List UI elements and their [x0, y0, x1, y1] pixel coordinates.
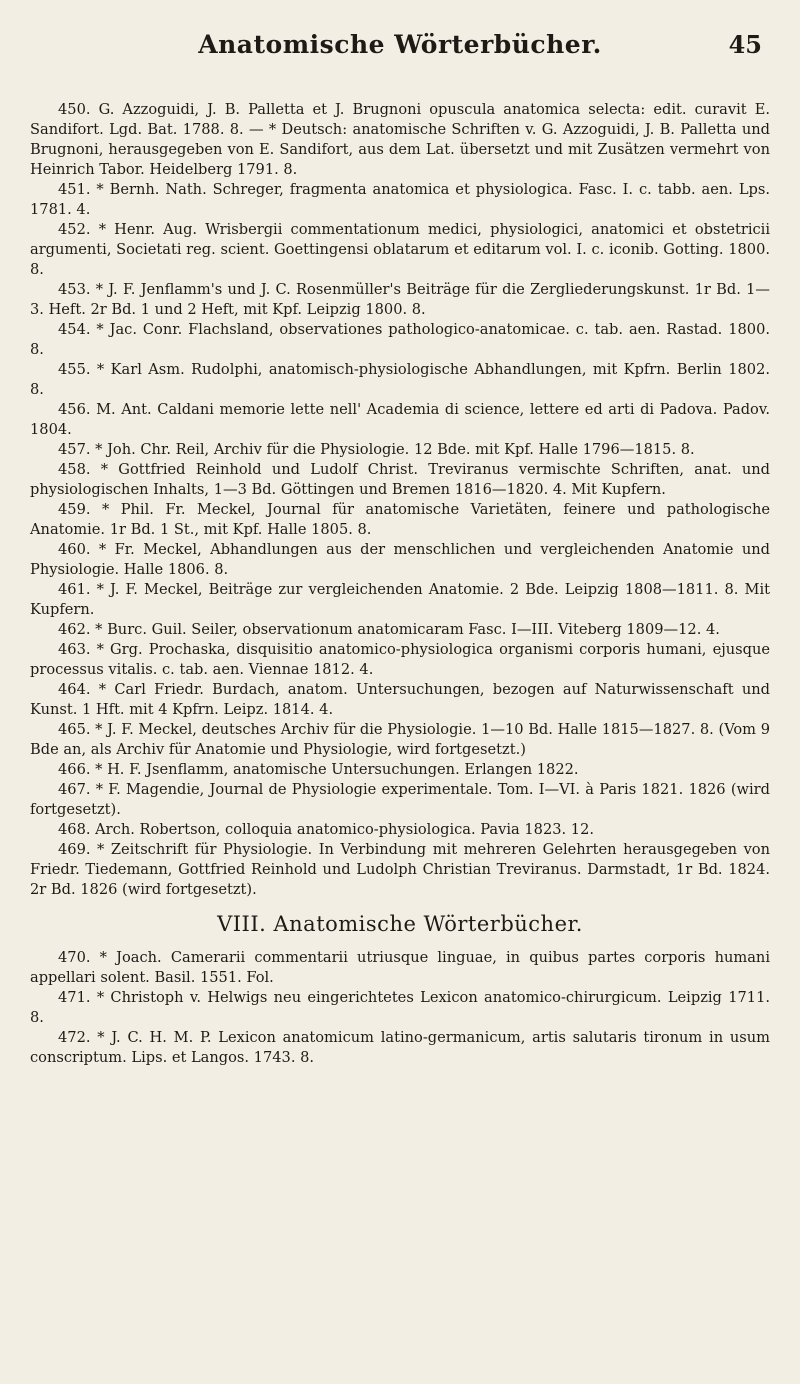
bibliography-entry: 459. * Phil. Fr. Meckel, Journal für anatomische Varietäten, feinere und pathologische Anatomie. 1r Bd. 1 St., mit Kpf. Halle 1805. 8. [30, 501, 770, 538]
bibliography-entry: 469. * Zeitschrift für Physiologie. In Verbindung mit mehreren Gelehrten herausgegeben von Friedr. Tiedemann, Gottfried Reinhold und Ludolph Christian Treviranus. Darmstadt, 1r Bd. 1824. 2r Bd. 1826 (wird fortgesetzt). [30, 841, 770, 898]
page-body [30, 100, 770, 1068]
bibliography-entry: 454. * Jac. Conr. Flachsland, observationes pathologico-anatomicae. c. tab. aen. Rastad. 1800. 8. [30, 321, 770, 358]
bibliography-entry: 451. * Bernh. Nath. Schreger, fragmenta anatomica et physiologica. Fasc. I. c. tabb. aen. Lps. 1781. 4. [30, 181, 770, 218]
bibliography-entry: 455. * Karl Asm. Rudolphi, anatomisch-physiologische Abhandlungen, mit Kpfrn. Berlin 1802. 8. [30, 361, 770, 398]
bibliography-entry: 456. M. Ant. Caldani memorie lette nell' Academia di science, lettere ed arti di Padova. Padov. 1804. [30, 401, 770, 438]
entry-list-b [30, 948, 770, 1068]
page-number: 45 [728, 30, 762, 59]
bibliography-entry: 453. * J. F. Jenflamm's und J. C. Rosenmüller's Beiträge für die Zergliederungskunst. 1r Bd. 1—3. Heft. 2r Bd. 1 und 2 Heft, mit Kpf. Leipzig 1800. 8. [30, 281, 770, 318]
bibliography-entry: 466. * H. F. Jsenflamm, anatomische Untersuchungen. Erlangen 1822. [58, 761, 579, 778]
bibliography-entry: 464. * Carl Friedr. Burdach, anatom. Untersuchungen, bezogen auf Naturwissenschaft und Kunst. 1 Hft. mit 4 Kpfrn. Leipz. 1814. 4. [30, 681, 770, 718]
bibliography-entry: 450. G. Azzoguidi, J. B. Palletta et J. Brugnoni opuscula anatomica selecta: edit. curavit E. Sandifort. Lgd. Bat. 1788. 8. — * Deutsch: anatomische Schriften v. G. Azzoguidi, J. B. Palletta und Brugnoni, herausgegeben von E. Sandifort, aus dem Lat. übersetzt und mit Zusätzen vermehrt von Heinrich Tabor. Heidelberg 1791. 8. [30, 101, 770, 178]
section-heading: VIII. Anatomische Wörterbücher. [217, 912, 583, 936]
bibliography-entry: 468. Arch. Robertson, colloquia anatomico-physiologica. Pavia 1823. 12. [58, 821, 595, 838]
bibliography-entry: 452. * Henr. Aug. Wrisbergii commentationum medici, physiologici, anatomici et obstetricii argumenti, Societati reg. scient. Goettingensi oblatarum et editarum vol. I. c. iconib. Gotting. 1800. 8. [30, 221, 770, 278]
bibliography-entry: 457. * Joh. Chr. Reil, Archiv für die Physiologie. 12 Bde. mit Kpf. Halle 1796—1815. 8. [58, 441, 695, 458]
bibliography-entry: 462. * Burc. Guil. Seiler, observationum anatomicaram Fasc. I—III. Viteberg 1809—12. 4. [58, 621, 720, 638]
bibliography-entry: 465. * J. F. Meckel, deutsches Archiv für die Physiologie. 1—10 Bd. Halle 1815—1827. 8. (Vom 9 Bde an, als Archiv für Anatomie und Physiologie, wird fortgesetzt.) [30, 721, 770, 758]
bibliography-entry: 471. * Christoph v. Helwigs neu eingerichtetes Lexicon anatomico-chirurgicum. Leipzig 1711. 8. [30, 989, 770, 1026]
bibliography-entry: 472. * J. C. H. M. P. Lexicon anatomicum latino-germanicum, artis salutaris tironum in usum conscriptum. Lips. et Langos. 1743. 8. [30, 1029, 770, 1066]
entry-list-a [30, 100, 770, 900]
bibliography-entry: 467. * F. Magendie, Journal de Physiologie experimentale. Tom. I—VI. à Paris 1821. 1826 (wird fortgesetzt). [30, 781, 770, 818]
bibliography-entry: 460. * Fr. Meckel, Abhandlungen aus der menschlichen und vergleichenden Anatomie und Physiologie. Halle 1806. 8. [30, 541, 770, 578]
page-header [0, 30, 800, 70]
bibliography-entry: 463. * Grg. Prochaska, disquisitio anatomico-physiologica organismi corporis humani, ejusque processus vitalis. c. tab. aen. Viennae 1812. 4. [30, 641, 770, 678]
running-title: Anatomische Wörterbücher. [198, 30, 602, 59]
bibliography-entry: 458. * Gottfried Reinhold und Ludolf Christ. Treviranus vermischte Schriften, anat. und physiologischen Inhalts, 1—3 Bd. Göttingen und Bremen 1816—1820. 4. Mit Kupfern. [30, 461, 770, 498]
bibliography-entry: 461. * J. F. Meckel, Beiträge zur vergleichenden Anatomie. 2 Bde. Leipzig 1808—1811. 8. Mit Kupfern. [30, 581, 770, 618]
bibliography-entry: 470. * Joach. Camerarii commentarii utriusque linguae, in quibus partes corporis humani appellari solent. Basil. 1551. Fol. [30, 949, 770, 986]
